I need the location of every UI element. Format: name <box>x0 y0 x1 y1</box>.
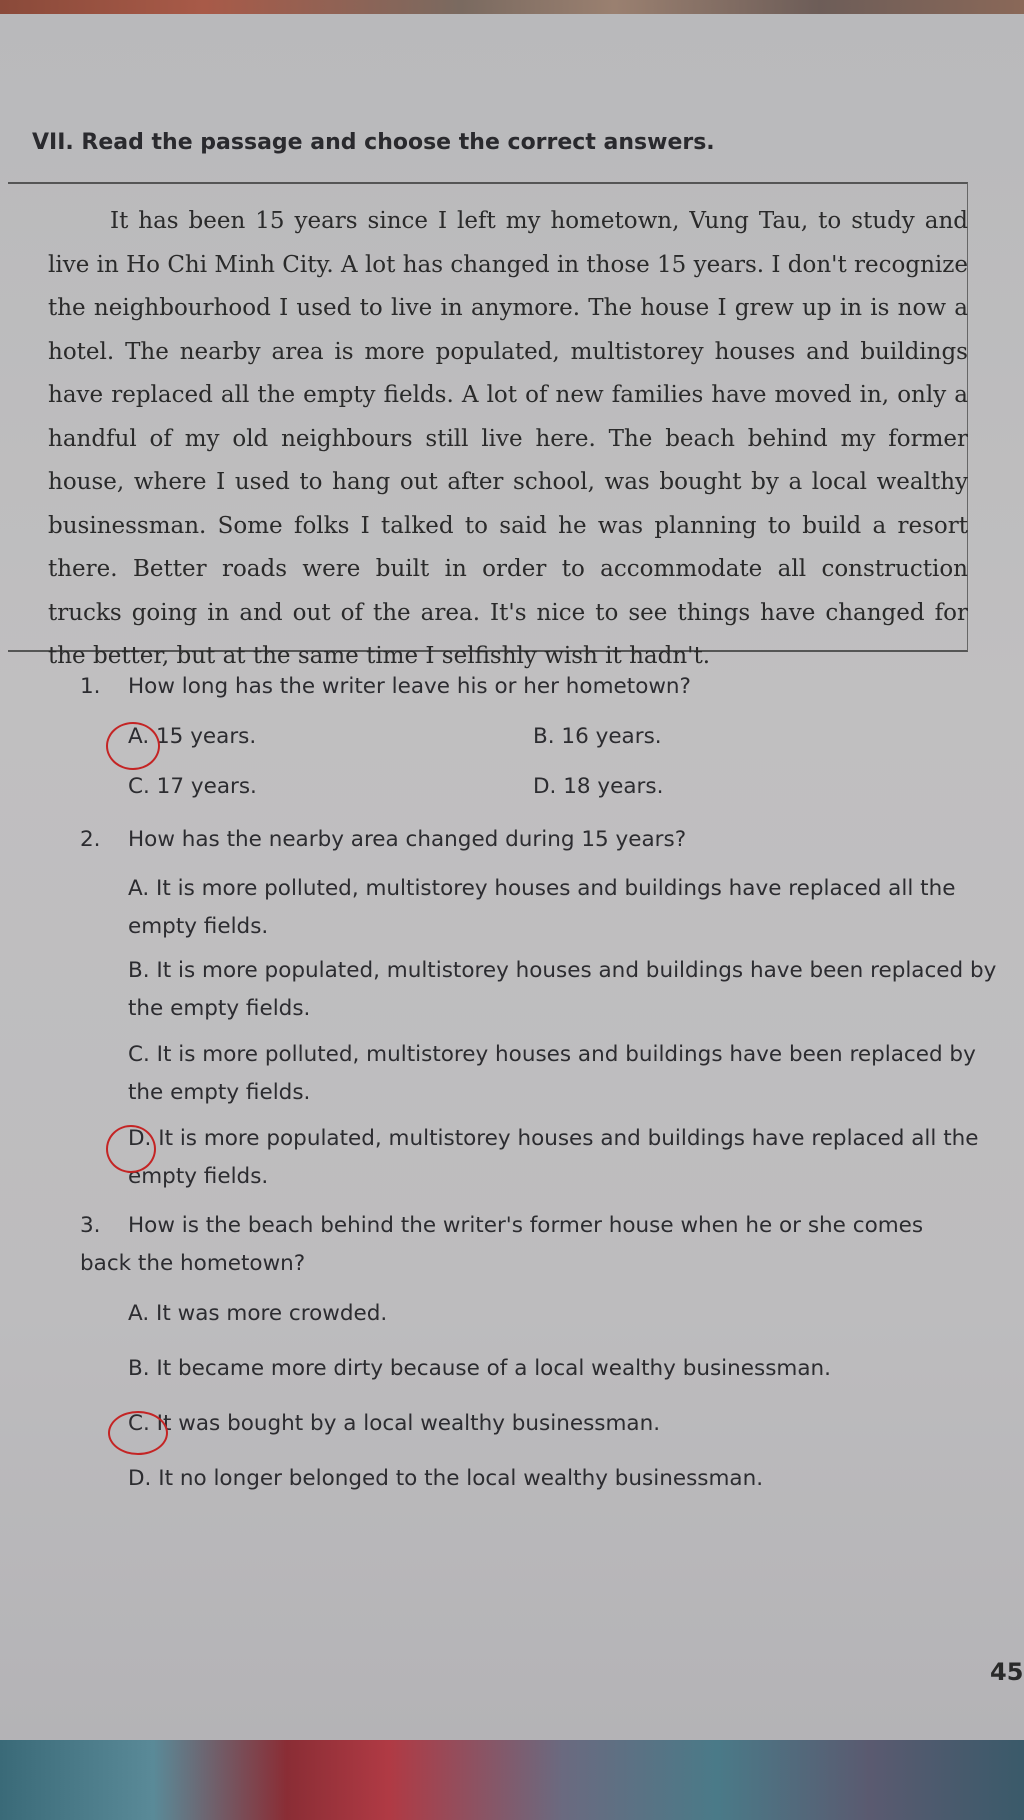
question-1-option-b: B. 16 years. <box>533 724 662 749</box>
question-1-option-d: D. 18 years. <box>533 774 664 799</box>
question-2-option-d: D. It is more populated, multistorey houses and buildings have replaced all the empty fields. <box>128 1126 979 1189</box>
question-3-number: 3. <box>80 1213 101 1238</box>
answer-circle-mark-q2 <box>106 1125 156 1173</box>
answer-circle-mark-q1 <box>106 722 160 770</box>
question-1-text: How long has the writer leave his or her hometown? <box>128 674 691 699</box>
question-2-number: 2. <box>80 827 101 852</box>
question-2-option-b: B. It is more populated, multistorey houses and buildings have been replaced by the empty fields. <box>128 958 997 1021</box>
question-2 <box>80 821 960 859</box>
question-1-number: 1. <box>80 674 101 699</box>
question-1-option-c: C. 17 years. <box>128 774 257 799</box>
question-2-option-a: A. It is more polluted, multistorey houses and buildings have replaced all the empty fields. <box>128 876 956 939</box>
reading-passage: It has been 15 years since I left my hometown, Vung Tau, to study and live in Ho Chi Minh City. A lot has changed in those 15 years. I don't recognize the neighbourhood I used to live in anymore. The house I grew up in is now a hotel. The nearby area is more populated, multistorey houses and buildings have replaced all the empty fields. A lot of new families have moved in, only a handful of my old neighbours still live here. The beach behind my former house, where I used to hang out after school, was bought by a local wealthy businessman. Some folks I talked to said he was planning to build a resort there. Better roads were built in order to accommodate all construction trucks going in and out of the area. It's nice to see things have changed for the better, but at the same time I selfishly wish it hadn't. <box>48 208 968 669</box>
question-1 <box>80 668 960 706</box>
question-1-option-a: A. 15 years. <box>128 724 257 749</box>
answer-circle-mark-q3 <box>108 1411 168 1455</box>
background-bottom-fabric <box>0 1740 1024 1820</box>
question-2-option-c: C. It is more polluted, multistorey houses and buildings have been replaced by the empty fields. <box>128 1042 976 1105</box>
passage-box <box>8 182 968 669</box>
question-3-text: How is the beach behind the writer's former house when he or she comes back the hometown? <box>80 1213 924 1276</box>
page-number: 45 <box>990 1658 1024 1686</box>
question-3-option-d: D. It no longer belonged to the local wealthy businessman. <box>128 1466 764 1491</box>
question-3-option-a: A. It was more crowded. <box>128 1301 388 1326</box>
question-3-option-c: C. It was bought by a local wealthy businessman. <box>128 1411 661 1436</box>
question-2-text: How has the nearby area changed during 15 years? <box>128 827 687 852</box>
question-3 <box>80 1207 960 1283</box>
question-3-option-b: B. It became more dirty because of a local wealthy businessman. <box>128 1356 831 1381</box>
exercise-heading: VII. Read the passage and choose the correct answers. <box>32 130 715 155</box>
